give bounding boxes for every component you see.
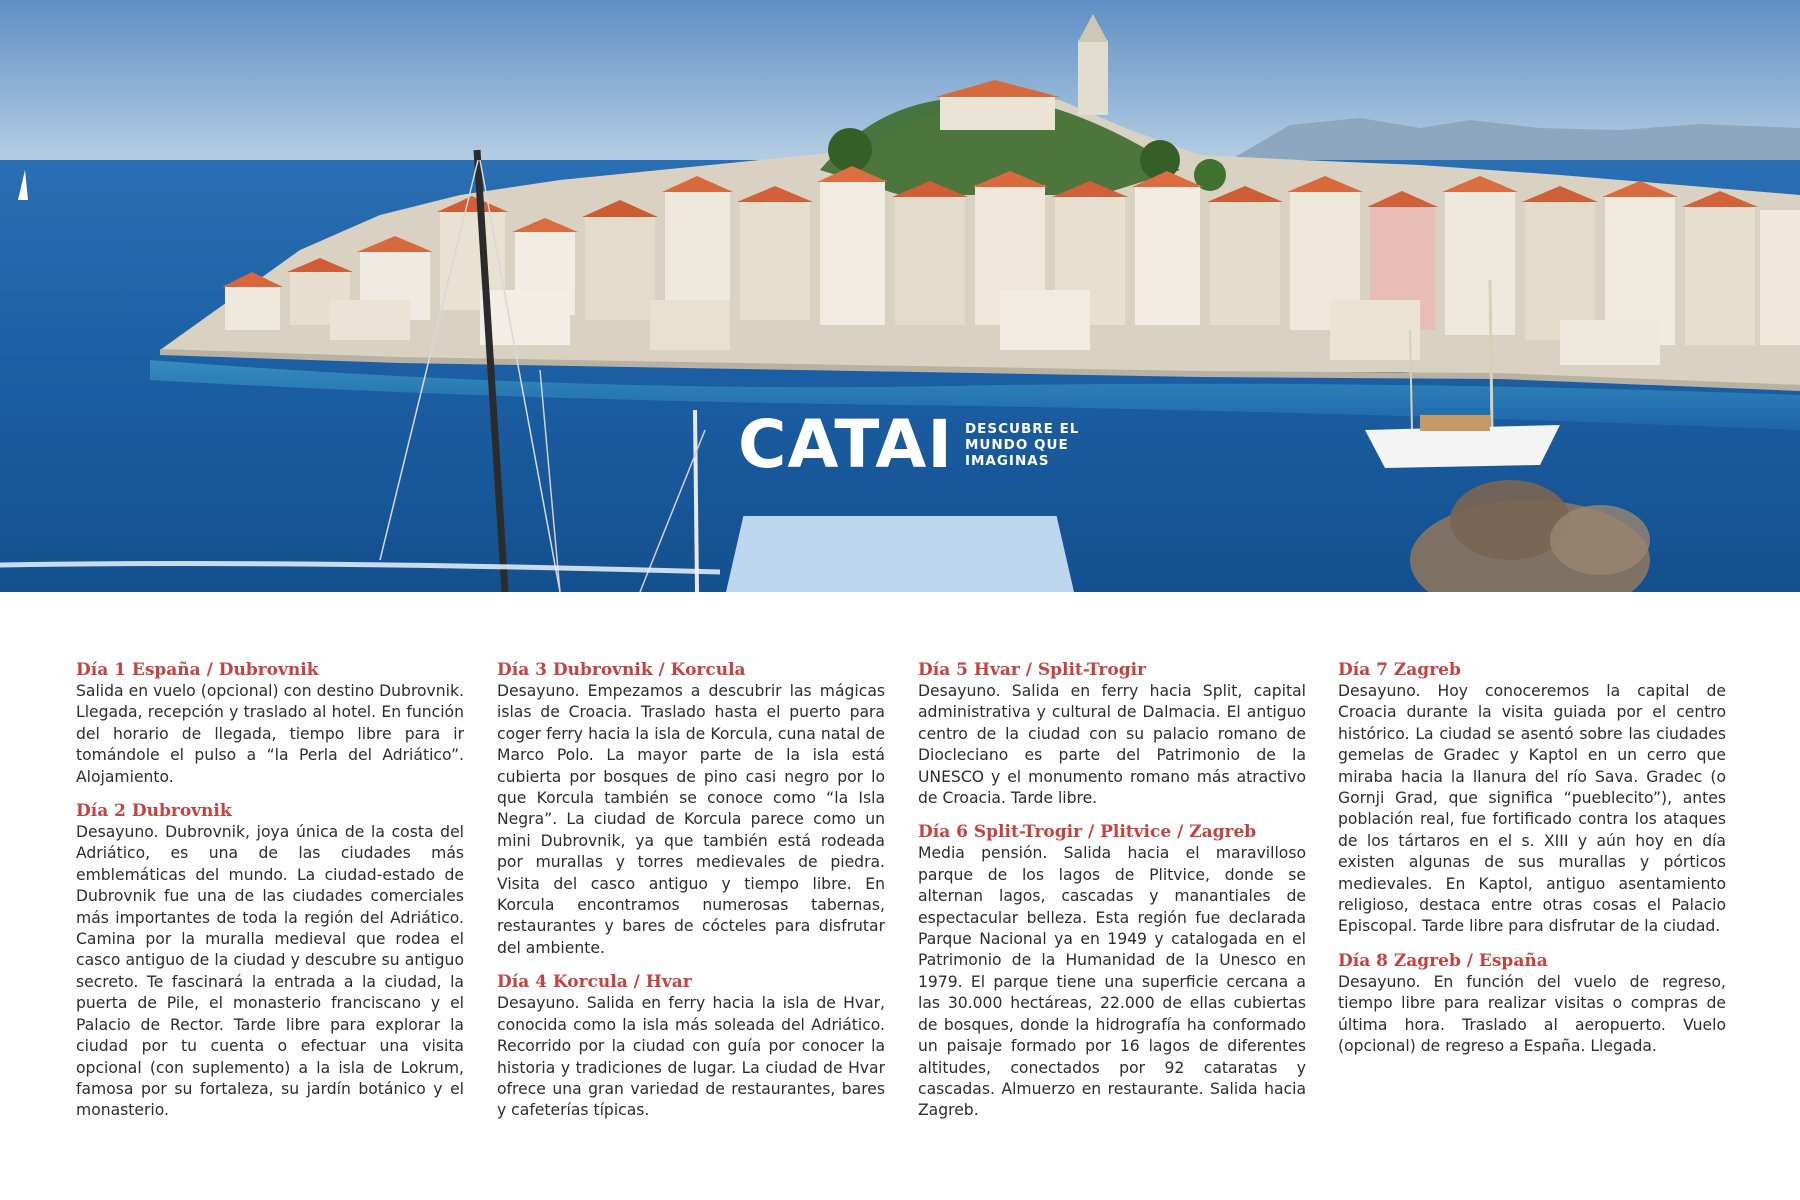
itinerary-column-4	[1338, 660, 1726, 1071]
day-6	[918, 822, 1306, 1121]
day-text: Desayuno. En función del vuelo de regreso, tiempo libre para realizar visitas o compras de última hora. Traslado al aeropuerto. Vuelo (opcional) de regreso a España. Llegada.	[1338, 972, 1726, 1056]
primosten-landscape-illustration	[0, 0, 1800, 592]
day-text: Desayuno. Salida en ferry hacia la isla de Hvar, conocida como la isla más soleada del Adriático. Recorrido por la ciudad con guía por conocer la historia y tradiciones de lugar. La ciudad de Hvar ofrece una gran variedad de restaurantes, bares y cafeterías típicas.	[497, 994, 885, 1120]
brand-name: CATAI	[738, 406, 953, 483]
church-tower	[1078, 40, 1108, 115]
day-text: Desayuno. Dubrovnik, joya única de la costa del Adriático, es una de las ciudades más emblemáticas del mundo. La ciudad-estado de Dubrovnik fue una de las ciudades comerciales más importantes de toda la región del Adriático. Camina por la muralla medieval que rodea el casco antiguo de la ciudad y descubre su antiguo secreto. Te fascinará la entrada a la ciudad, la puerta de Pile, el monasterio franciscano y el Palacio de Rector. Tarde libre para explorar la ciudad por tu cuenta o efectuar una visita opcional (con suplemento) a la isla de Lokrum, famosa por su fortaleza, su jardín botánico y el monasterio.	[76, 823, 464, 1120]
itinerary-column-1	[76, 660, 464, 1135]
day-1	[76, 660, 464, 788]
day-5	[918, 660, 1306, 809]
brand-tagline	[965, 421, 1079, 469]
day-2	[76, 801, 464, 1122]
itinerary-column-3	[918, 660, 1306, 1135]
hero-photo	[0, 0, 1800, 592]
itinerary-column-2	[497, 660, 885, 1135]
day-title: Día 4 Korcula / Hvar	[497, 972, 692, 993]
day-title: Día 8 Zagreb / España	[1338, 950, 1548, 971]
day-title: Día 5 Hvar / Split-Trogir	[918, 660, 1147, 680]
day-7	[1338, 660, 1726, 938]
tagline-line-2: MUNDO QUE	[964, 437, 1069, 453]
day-title: Día 7 Zagreb	[1338, 660, 1461, 680]
day-title: Día 2 Dubrovnik	[76, 801, 232, 822]
day-text: Salida en vuelo (opcional) con destino Dubrovnik. Llegada, recepción y traslado al hotel. En función del horario de llegada, tiempo libre para ir tomándole el pulso a “la Perla del Adriático”. Alojamiento.	[76, 682, 464, 786]
day-text: Media pensión. Salida hacia el maravilloso parque de los lagos de Plitvice, donde se alternan lagos, cascadas y manantiales de espectacular belleza. Esta región fue declarada Parque Nacional ya en 1949 y catalogada en el Patrimonio de la Humanidad de la Unesco en 1979. El parque tiene una superficie cercana a las 30.000 hectáreas, 22.000 de ellas cubiertas de bosques, donde la hidrografía ha conformado un paisaje formado por 16 lagos de diferentes altitudes, conectados por 92 cataratas y cascadas. Almuerzo en restaurante. Salida hacia Zagreb.	[918, 844, 1306, 1120]
tagline-line-1: DESCUBRE EL	[964, 421, 1080, 437]
day-8	[1338, 951, 1726, 1058]
day-text: Desayuno. Hoy conoceremos la capital de Croacia durante la visita guiada por el centro histórico. La ciudad se asentó sobre las ciudades gemelas de Gradec y Kaptol en un cerro que miraba hacia la llanura del río Sava. Gradec (o Gornji Grad, que significa “pueblecito”), antes población real, fue fortificado contra los ataques de los tártaros en el s. XIII y aún hoy en día existen algunas de sus murallas y pórticos medievales. En Kaptol, antiguo asentamiento religioso, destaca entre otras cosas el Palacio Episcopal. Tarde libre para disfrutar de la ciudad.	[1338, 682, 1726, 936]
catai-logo	[738, 406, 1080, 483]
day-title: Día 6 Split-Trogir / Plitvice / Zagreb	[918, 822, 1257, 843]
tagline-line-3: IMAGINAS	[964, 453, 1050, 469]
day-4	[497, 972, 885, 1121]
decorative-tab	[726, 516, 1074, 592]
day-text: Desayuno. Empezamos a descubrir las mágicas islas de Croacia. Traslado hasta el puerto para coger ferry hacia la isla de Korcula, cuna natal de Marco Polo. La mayor parte de la isla está cubierta por bosques de pino casi negro por lo que Korcula también se conoce como “la Isla Negra”. La ciudad de Korcula parece como un mini Dubrovnik, ya que también está rodeada por murallas y torres medievales de piedra. Visita del casco antiguo y tiempo libre. En Korcula encontramos numerosas tabernas, restaurantes y bares de cócteles para disfrutar del ambiente.	[497, 682, 885, 957]
day-title: Día 3 Dubrovnik / Korcula	[497, 660, 746, 680]
day-3	[497, 660, 885, 959]
day-title: Día 1 España / Dubrovnik	[76, 660, 319, 680]
day-text: Desayuno. Salida en ferry hacia Split, capital administrativa y cultural de Dalmacia. El antiguo centro de la ciudad con su palacio romano de Diocleciano es parte del Patrimonio de la UNESCO y el monumento romano más atractivo de Croacia. Tarde libre.	[918, 682, 1306, 808]
